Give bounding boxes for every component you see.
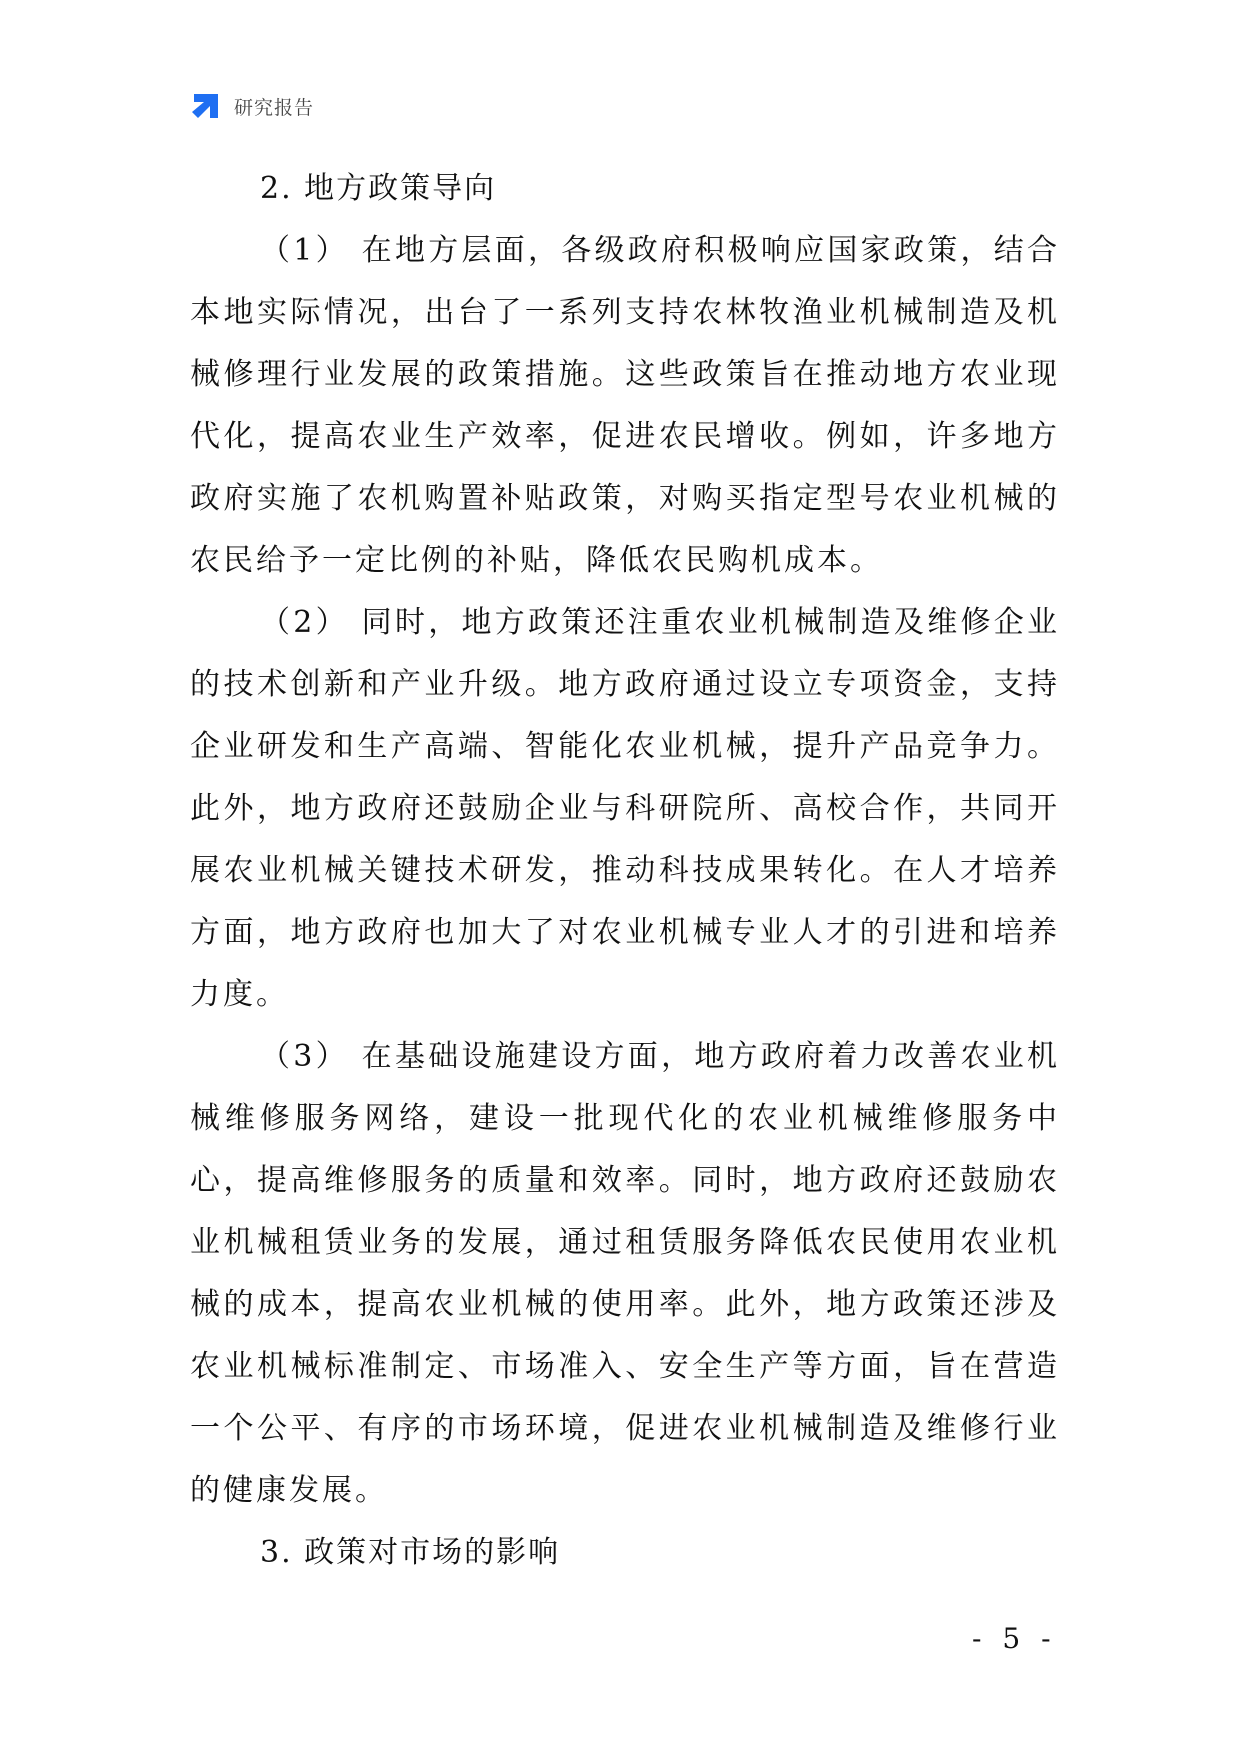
section-heading-local-policy: 2. 地方政策导向	[260, 171, 497, 206]
document-body	[190, 158, 1060, 1584]
page-number: - 5 -	[972, 1622, 1057, 1655]
report-header	[190, 88, 314, 124]
paragraph-3: （3） 在基础设施建设方面，地方政府着力改善农业机械维修服务网络，建设一批现代化的农业机械维修服务中心，提高维修服务的质量和效率。同时，地方政府还鼓励农业机械租赁业务的发展，通过租赁服务降低农民使用农业机械的成本，提高农业机械的使用率。此外，地方政策还涉及农业机械标准制定、市场准入、安全生产等方面，旨在营造一个公平、有序的市场环境，促进农业机械制造及维修行业的健康发展。	[190, 1039, 1060, 1508]
section-heading-market-impact: 3. 政策对市场的影响	[260, 1535, 561, 1570]
arrow-up-right-icon	[190, 90, 222, 122]
paragraph-1: （1） 在地方层面，各级政府积极响应国家政策，结合本地实际情况，出台了一系列支持农林牧渔业机械制造及机械修理行业发展的政策措施。这些政策旨在推动地方农业现代化，提高农业生产效率，促进农民增收。例如，许多地方政府实施了农机购置补贴政策，对购买指定型号农业机械的农民给予一定比例的补贴，降低农民购机成本。	[190, 233, 1060, 578]
paragraph-2: （2） 同时，地方政策还注重农业机械制造及维修企业的技术创新和产业升级。地方政府通过设立专项资金，支持企业研发和生产高端、智能化农业机械，提升产品竞争力。此外，地方政府还鼓励企业与科研院所、高校合作，共同开展农业机械关键技术研发，推动科技成果转化。在人才培养方面，地方政府也加大了对农业机械专业人才的引进和培养力度。	[190, 605, 1060, 1012]
header-label: 研究报告	[234, 96, 315, 119]
